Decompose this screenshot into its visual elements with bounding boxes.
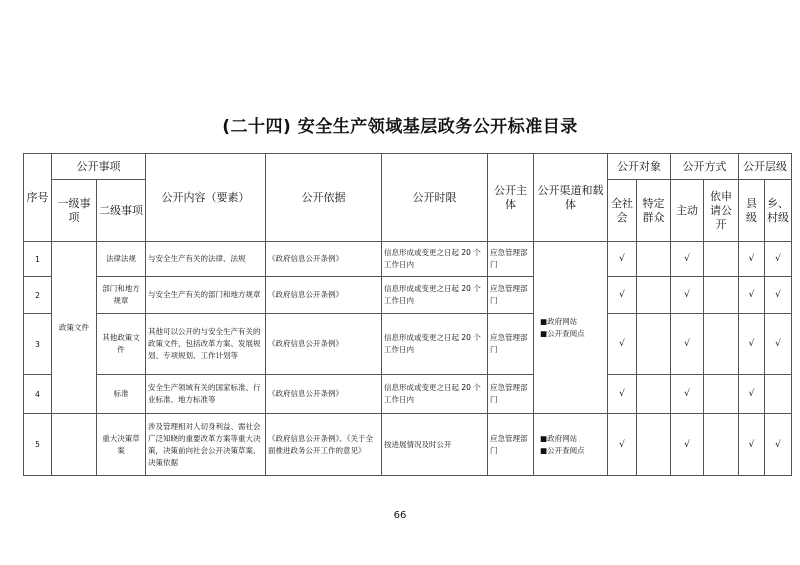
active-check: √ <box>671 375 704 414</box>
subject-cell: 应急管理部门 <box>488 375 534 414</box>
channel-item: ■公开查阅点 <box>540 445 585 455</box>
level1-cell: 政策文件 <box>52 242 97 414</box>
level2-cell: 标准 <box>97 375 146 414</box>
county-check: √ <box>739 242 765 277</box>
header-level2: 二级事项 <box>97 180 146 242</box>
header-row-1 <box>24 154 792 180</box>
header-time-limit: 公开时限 <box>382 154 488 242</box>
time-cell: 按进展情况及时公开 <box>382 414 488 476</box>
county-check: √ <box>739 314 765 375</box>
subject-cell: 应急管理部门 <box>488 314 534 375</box>
page-title: (二十四) 安全生产领域基层政务公开标准目录 <box>222 117 578 137</box>
header-method: 公开方式 <box>671 154 739 180</box>
society-check: √ <box>608 277 637 314</box>
specific-check <box>637 314 671 375</box>
time-cell: 信息形成或变更之日起 20 个工作日内 <box>382 314 488 375</box>
channel-cell <box>534 242 608 414</box>
county-check: √ <box>739 414 765 476</box>
content-cell: 与安全生产有关的法律、法规 <box>146 242 266 277</box>
town-check <box>765 375 792 414</box>
town-check: √ <box>765 242 792 277</box>
row-number: 2 <box>24 277 52 314</box>
time-cell: 信息形成或变更之日起 20 个工作日内 <box>382 277 488 314</box>
header-on-request: 依申请公开 <box>704 180 739 242</box>
society-check: √ <box>608 414 637 476</box>
header-society: 全社会 <box>608 180 637 242</box>
basis-cell: 《政府信息公开条例》 <box>266 314 382 375</box>
county-check: √ <box>739 375 765 414</box>
time-cell: 信息形成或变更之日起 20 个工作日内 <box>382 242 488 277</box>
on-request-check <box>704 242 739 277</box>
channel-item: ■公开查阅点 <box>540 328 585 338</box>
active-check: √ <box>671 277 704 314</box>
specific-check <box>637 277 671 314</box>
page-number: 66 <box>393 510 407 521</box>
header-level1: 一级事项 <box>52 180 97 242</box>
county-check: √ <box>739 277 765 314</box>
header-level: 公开层级 <box>739 154 792 180</box>
header-county: 县级 <box>739 180 765 242</box>
table-row <box>24 242 792 277</box>
level2-cell: 其他政策文件 <box>97 314 146 375</box>
specific-check <box>637 375 671 414</box>
town-check: √ <box>765 414 792 476</box>
basis-cell: 《政府信息公开条例》 <box>266 277 382 314</box>
level2-cell: 法律法规 <box>97 242 146 277</box>
header-content: 公开内容（要素） <box>146 154 266 242</box>
header-specific: 特定群众 <box>637 180 671 242</box>
society-check: √ <box>608 242 637 277</box>
header-items: 公开事项 <box>52 154 146 180</box>
basis-cell: 《政府信息公开条例》 <box>266 375 382 414</box>
channel-item: ■政府网站 <box>540 433 578 443</box>
content-cell: 与安全生产有关的部门和地方规章 <box>146 277 266 314</box>
content-cell: 其他可以公开的与安全生产有关的政策文件，包括改革方案、发展规划、专项规划、工作计划等 <box>146 314 266 375</box>
on-request-check <box>704 375 739 414</box>
table-row <box>24 277 792 314</box>
header-active: 主动 <box>671 180 704 242</box>
header-target: 公开对象 <box>608 154 671 180</box>
header-channel: 公开渠道和载体 <box>534 154 608 242</box>
time-cell: 信息形成或变更之日起 20 个工作日内 <box>382 375 488 414</box>
content-cell: 涉及管理相对人切身利益、需社会广泛知晓的重要改革方案等重大决策，决策前向社会公开决策草案、决策依据 <box>146 414 266 476</box>
table-row <box>24 314 792 375</box>
level2-cell: 重大决策草案 <box>97 414 146 476</box>
row-number: 4 <box>24 375 52 414</box>
level1-cell-empty <box>52 414 97 476</box>
standard-catalog-table <box>23 153 792 476</box>
society-check: √ <box>608 375 637 414</box>
row-number: 5 <box>24 414 52 476</box>
on-request-check <box>704 277 739 314</box>
table-row <box>24 375 792 414</box>
active-check: √ <box>671 242 704 277</box>
header-basis: 公开依据 <box>266 154 382 242</box>
subject-cell: 应急管理部门 <box>488 277 534 314</box>
on-request-check <box>704 414 739 476</box>
specific-check <box>637 414 671 476</box>
row-number: 3 <box>24 314 52 375</box>
content-cell: 安全生产领域有关的国家标准、行业标准、地方标准等 <box>146 375 266 414</box>
row-number: 1 <box>24 242 52 277</box>
header-seq: 序号 <box>24 154 52 242</box>
level2-cell: 部门和地方规章 <box>97 277 146 314</box>
specific-check <box>637 242 671 277</box>
table-row <box>24 414 792 476</box>
header-subject: 公开主体 <box>488 154 534 242</box>
subject-cell: 应急管理部门 <box>488 414 534 476</box>
channel-item: ■政府网站 <box>540 316 578 326</box>
subject-cell: 应急管理部门 <box>488 242 534 277</box>
on-request-check <box>704 314 739 375</box>
basis-cell: 《政府信息公开条例》 <box>266 242 382 277</box>
header-town: 乡、村级 <box>765 180 792 242</box>
town-check: √ <box>765 277 792 314</box>
society-check: √ <box>608 314 637 375</box>
active-check: √ <box>671 314 704 375</box>
channel-cell <box>534 414 608 476</box>
basis-cell: 《政府信息公开条例》、《关于全面推进政务公开工作的意见》 <box>266 414 382 476</box>
active-check: √ <box>671 414 704 476</box>
town-check: √ <box>765 314 792 375</box>
